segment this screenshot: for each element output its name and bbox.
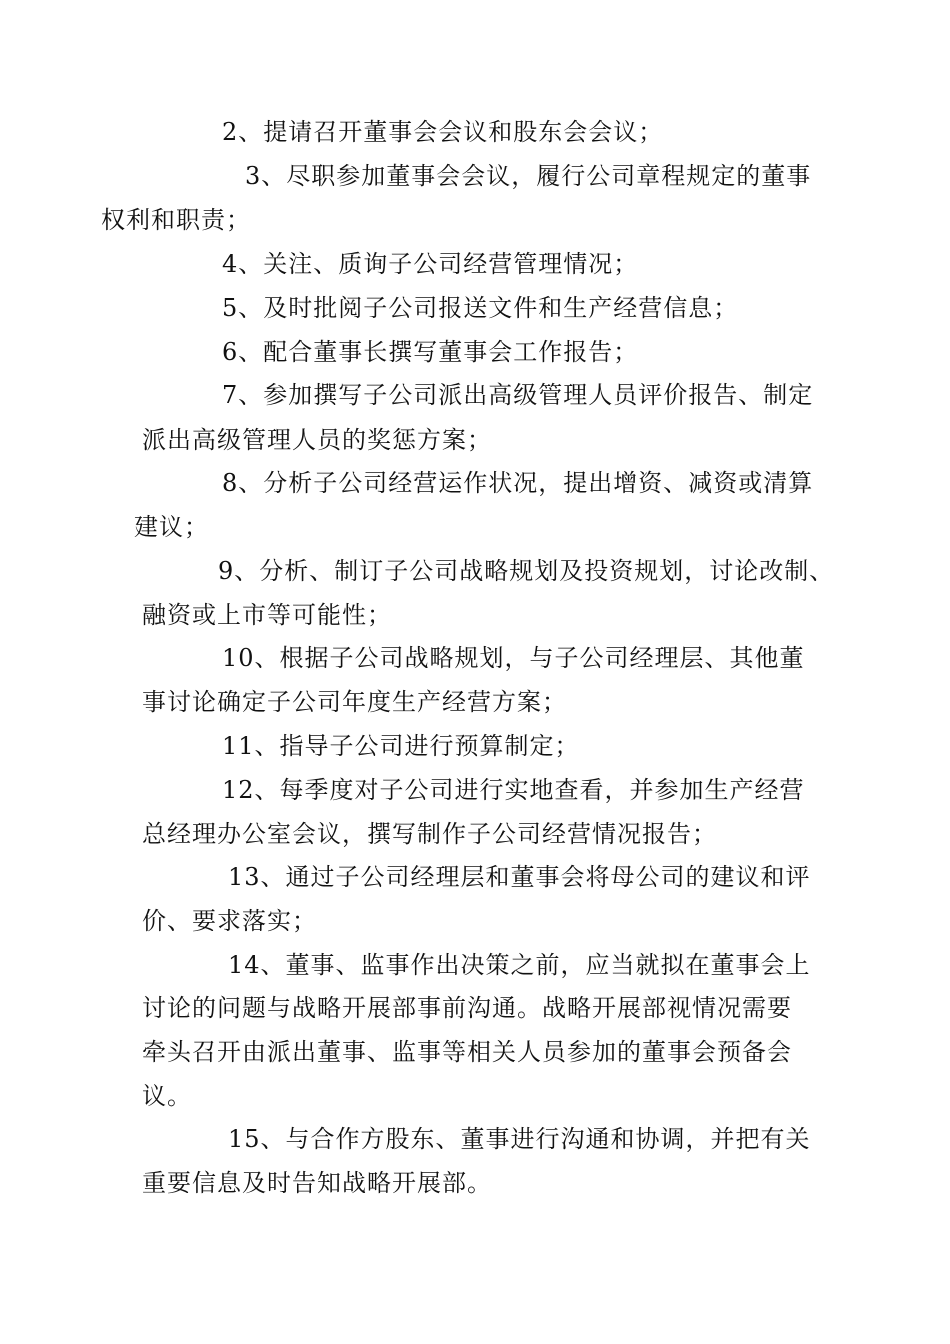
text-line: 14、董事、监事作出决策之前，应当就拟在董事会上 [228,951,811,979]
text-line: 2、提请召开董事会会议和股东会会议； [222,118,664,146]
text-line: 牵头召开由派出董事、监事等相关人员参加的董事会预备会 [142,1038,792,1066]
text-line: 价、要求落实； [142,907,317,935]
text-line: 12、每季度对子公司进行实地查看，并参加生产经营 [222,776,805,804]
text-line: 5、及时批阅子公司报送文件和生产经营信息； [222,294,739,322]
text-line: 4、关注、质询子公司经营管理情况； [222,250,639,278]
text-line: 总经理办公室会议，撰写制作子公司经营情况报告； [142,820,717,848]
text-line: 权利和职责； [101,206,251,234]
text-line: 7、参加撰写子公司派出高级管理人员评价报告、制定 [222,381,814,409]
text-line: 9、分析、制订子公司战略规划及投资规划，讨论改制、 [218,557,835,585]
text-line: 13、通过子公司经理层和董事会将母公司的建议和评 [228,863,811,891]
text-line: 议。 [142,1082,192,1110]
text-line: 6、配合董事长撰写董事会工作报告； [222,338,639,366]
text-line: 事讨论确定子公司年度生产经营方案； [142,688,567,716]
text-line: 15、与合作方股东、董事进行沟通和协调，并把有关 [228,1125,811,1153]
text-line: 11、指导子公司进行预算制定； [222,732,580,760]
text-line: 3、尽职参加董事会会议，履行公司章程规定的董事 [245,162,812,190]
text-line: 融资或上市等可能性； [142,601,392,629]
text-line: 建议； [134,513,209,541]
text-line: 重要信息及时告知战略开展部。 [142,1169,492,1197]
text-line: 8、分析子公司经营运作状况，提出增资、减资或清算 [222,469,814,497]
text-line: 10、根据子公司战略规划，与子公司经理层、其他董 [222,644,805,672]
text-line: 派出高级管理人员的奖惩方案； [142,426,492,454]
text-line: 讨论的问题与战略开展部事前沟通。战略开展部视情况需要 [142,994,792,1022]
